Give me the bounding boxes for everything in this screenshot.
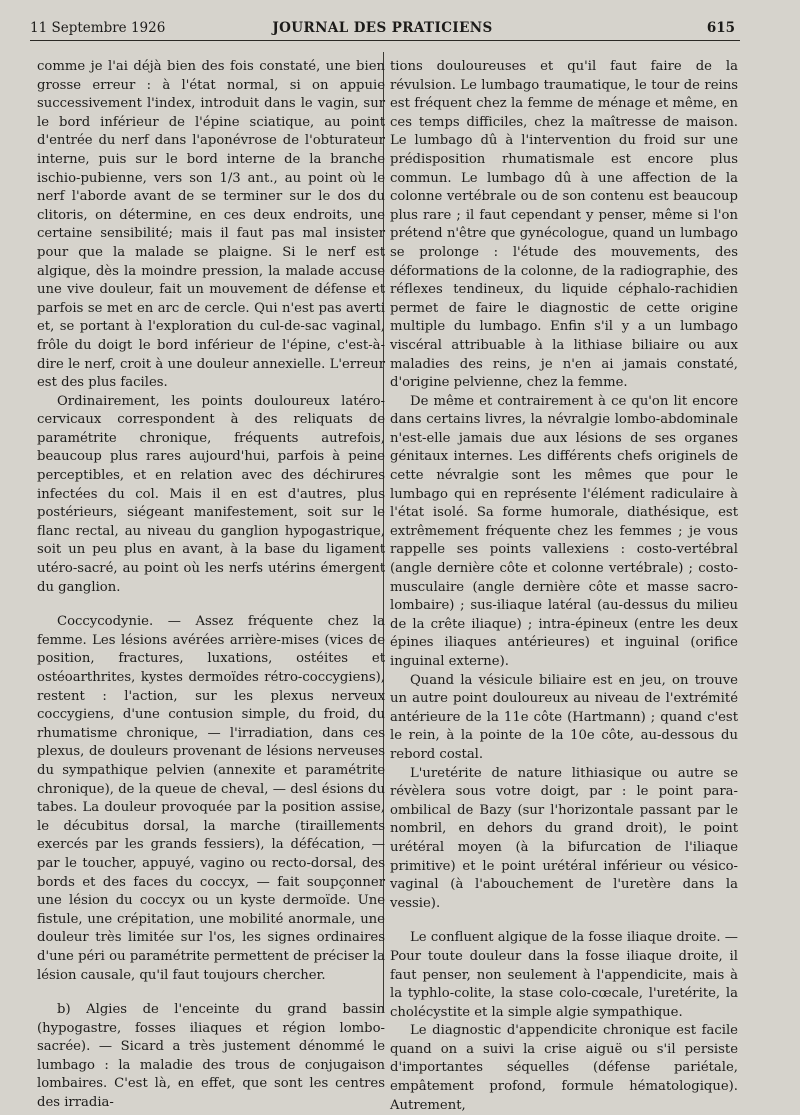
paragraph-left-2: Ordinairement, les points douloureux latéro-cervicaux correspondent à des reliquats de paramétrite chronique, fréquents autrefois, beaucoup plus rares aujourd'hui, parfois à peine perceptibles, et en relation avec des déchirures infectées du col. Mais il en est d'autres, plus postérieurs, siégeant manifestement, soit sur le flanc rectal, au niveau du ganglion hypogastrique, soit un peu plus en avant, à la base du ligament utéro-sacré, au point où les nerfs utérins émergent du ganglion. (37, 393, 385, 595)
paragraph-coccycodynie: Coccycodynie. — Assez fréquente chez la femme. Les lésions avérées arrière-mises (vices de position, fractures, luxations, ostéites et ostéoarthrites, kystes dermoïdes rétro-coccygiens), restent : l'action, sur les plexus nerveux coccygiens, d'une contusion simple, du froid, du rhumatisme chronique, — l'irradiation, dans ces plexus, de douleurs provenant de lésions nerveuses du sympathique pelvien (annexite et paramétrite chronique), de la queue de cheval, — desl ésions du tabes. La douleur provoquée par la position assise, le décubitus dorsal, la marche (tiraillements exercés par les grands fessiers), la défécation, — par le toucher, appuyé, vagino ou recto-dorsal, des bords et des faces du coccyx, — fait soupçonner une lésion du coccyx ou un kyste dermoïde. Une fistule, une crépitation, une mobilité anormale, une douleur très limitée sur l'os, les signes ordinaires d'une péri ou paramétrite permettent de préciser la lésion causale, qu'il faut toujours chercher. (37, 614, 385, 983)
paragraph-right-4: L'uretérite de nature lithiasique ou autre se révèlera sous votre doigt, par : le point para-ombilical de Bazy (sur l'horizontale passant par le nombril, en dehors du grand droit), le point urétéral moyen (à la bifurcation de l'iliaque primitive) et le point urétéral inférieur ou vésico-vaginal (à l'abouchement de l'uretère dans la vessie). (390, 765, 738, 911)
header-date: 11 Septembre 1926 (30, 20, 166, 36)
paragraph-algies-grand-bassin: b) Algies de l'enceinte du grand bassin (hypogastre, fosses iliaques et région lombo-sacrée). — Sicard a très justement dénommé le lumbago : la maladie des trous de conjugaison lombaires. C'est là, en effet, que sont les centres des irradia- (37, 1002, 385, 1111)
running-header (30, 18, 735, 40)
paragraph-fosse-iliaque: Le confluent algique de la fosse iliaque droite. — Pour toute douleur dans la fosse iliaque droite, il faut penser, non seulement à l'appendicite, mais à la typhlo-colite, la stase colo-cœcale, l'uretérite, la cholécystite et la simple algie sympathique. (390, 930, 738, 1020)
paragraph-right-2: De même et contrairement à ce qu'on lit encore dans certains livres, la névralgie lombo-abdominale n'est-elle jamais due aux lésions de ses organes génitaux internes. Les différents chefs originels de cette névralgie sont les mêmes que pour le lumbago qui en représente l'élément radiculaire à l'état isolé. Sa forme humorale, diathésique, est extrêmement fréquente chez les femmes ; je vous rappelle ses points vallexiens : costo-vertébral (angle dernière côte et colonne vertébrale) ; costo-musculaire (angle dernière côte et masse sacro-lombaire) ; sus-iliaque latéral (au-dessus du milieu de la crête iliaque) ; intra-épineux (entre les deux épines iliaques antérieures) et inguinal (orifice inguinal externe). (390, 393, 738, 669)
paragraph-appendicite: Le diagnostic d'appendicite chronique est facile quand on a suivi la crise aiguë ou s'il persiste d'importantes séquelles (défense pariétale, empâtement profond, formule hématologique). Autrement, (390, 1023, 738, 1113)
paragraph-left-1: comme je l'ai déjà bien des fois constaté, une bien grosse erreur : à l'état normal, si on appuie successivement l'index, introduit dans le vagin, sur le bord inférieur de l'épine sciatique, au point d'entrée du nerf dans l'aponévrose de l'obturateur interne, puis sur le bord interne de la branche ischio-pubienne, vers son 1/3 ant., au point où le nerf l'aborde avant de se terminer sur le dos du clitoris, on détermine, en ces deux endroits, une certaine sensibilité; mais il faut pas mal insister pour que la malade se plaigne. Si le nerf est algique, dès la moindre pression, la malade accuse une vive douleur, fait un mouvement de défense et parfois se met en arc de cercle. Qui n'est pas averti et, se portant à l'exploration du cul-de-sac vaginal, frôle du doigt le bord inférieur de l'épine, c'est-à-dire le nerf, croit à une douleur annexielle. L'erreur est des plus faciles. (37, 59, 385, 391)
left-column (37, 58, 385, 1113)
header-rule (30, 40, 740, 41)
right-column (390, 58, 738, 1115)
journal-title: JOURNAL DES PRATICIENS (272, 20, 493, 36)
paragraph-right-1: tions douloureuses et qu'il faut faire de la révulsion. Le lumbago traumatique, le tour de reins est fréquent chez la femme de ménage et même, en ces temps difficiles, chez la maîtresse de maison. Le lumbago dû à l'intervention du froid sur une prédisposition rhumatismale est encore plus commun. Le lumbago dû à une affection de la colonne vertébrale ou de son contenu est beaucoup plus rare ; il faut cependant y penser, même si l'on prétend n'être que gynécologue, quand un lumbago se prolonge : l'étude des mouvements, des déformations de la colonne, de la radiographie, des réflexes tendineux, du liquide céphalo-rachidien permet de faire le diagnostic de cette origine multiple du lumbago. Enfin s'il y a un lumbago viscéral attribuable à la lithiase biliaire ou aux maladies des reins, je n'en ai jamais constaté, d'origine pelvienne, chez la femme. (390, 59, 738, 391)
page-number: 615 (706, 20, 735, 36)
paragraph-right-3: Quand la vésicule biliaire est en jeu, on trouve un autre point douloureux au niveau de l'extrémité antérieure de la 11e côte (Hartmann) ; quand c'est le rein, à la pointe de la 10e côte, au-dessous du rebord costal. (390, 672, 738, 762)
